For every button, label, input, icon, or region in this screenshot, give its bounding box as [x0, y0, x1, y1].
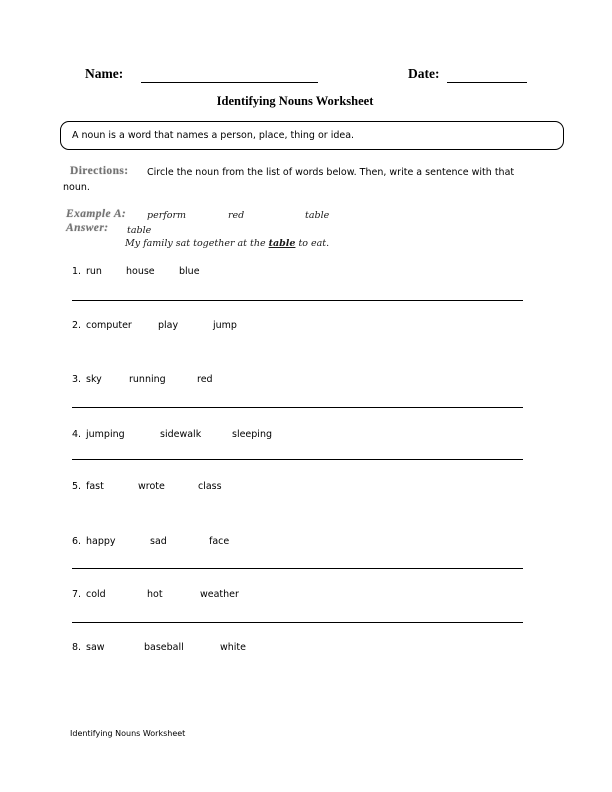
item-word: saw — [86, 642, 105, 653]
item-word: blue — [179, 266, 200, 277]
name-label: Name: — [85, 66, 124, 81]
word-list-item-4 — [72, 429, 532, 443]
item-word: jumping — [86, 429, 125, 440]
word-list-item-2 — [72, 320, 532, 334]
item-word: white — [220, 642, 246, 653]
item-word: play — [158, 320, 179, 331]
item-number: 5. — [72, 481, 82, 492]
date-blank-line — [447, 68, 527, 83]
item-word: computer — [86, 320, 132, 331]
item-word: sky — [86, 374, 102, 385]
answer-blank-line-4 — [72, 459, 523, 460]
name-blank-line — [141, 68, 318, 83]
definition-box — [60, 121, 564, 150]
answer-blank-line-6 — [72, 568, 523, 569]
item-number: 6. — [72, 536, 82, 547]
answer-blank-line-7 — [72, 622, 523, 623]
item-word: house — [126, 266, 155, 277]
item-word: baseball — [144, 642, 184, 653]
word-list-item-3 — [72, 374, 532, 388]
item-word: class — [198, 481, 222, 492]
word-list-item-7 — [72, 589, 532, 603]
example-word-3: table — [305, 210, 330, 221]
item-number: 8. — [72, 642, 82, 653]
answer-sentence — [125, 238, 329, 249]
page-title: Identifying Nouns Worksheet — [216, 94, 374, 108]
item-word: running — [129, 374, 166, 385]
footer-title: Identifying Nouns Worksheet — [70, 729, 186, 738]
item-word: happy — [86, 536, 116, 547]
date-label: Date: — [408, 66, 440, 81]
directions-text-line1: Circle the noun from the list of words below. Then, write a sentence with that — [147, 167, 515, 178]
directions-text-line2: noun. — [63, 182, 90, 193]
item-word: sidewalk — [160, 429, 202, 440]
word-list-item-5 — [72, 481, 532, 495]
example-word-2: red — [228, 210, 245, 221]
answer-sentence-post: to eat. — [295, 238, 330, 249]
item-word: weather — [200, 589, 239, 600]
item-word: hot — [147, 589, 163, 600]
answer-sentence-pre: My family sat together at the — [125, 238, 269, 249]
answer-blank-line-1 — [72, 300, 523, 301]
item-number: 7. — [72, 589, 82, 600]
item-word: jump — [213, 320, 237, 331]
item-word: wrote — [138, 481, 165, 492]
item-number: 3. — [72, 374, 82, 385]
item-number: 2. — [72, 320, 82, 331]
word-list-item-6 — [72, 536, 532, 550]
item-word: sad — [150, 536, 167, 547]
example-word-1: perform — [147, 210, 187, 221]
item-word: red — [197, 374, 213, 385]
answer-word: table — [127, 225, 152, 236]
directions-label: Directions: — [70, 165, 129, 177]
item-word: face — [209, 536, 230, 547]
answer-sentence-underlined-word: table — [268, 238, 296, 249]
item-word: fast — [86, 481, 104, 492]
definition-text: A noun is a word that names a person, place, thing or idea. — [72, 130, 355, 141]
item-word: run — [86, 266, 102, 277]
item-word: sleeping — [232, 429, 272, 440]
answer-blank-line-3 — [72, 407, 523, 408]
word-list-item-8 — [72, 642, 532, 656]
item-word: cold — [86, 589, 106, 600]
item-number: 4. — [72, 429, 82, 440]
answer-label: Answer: — [66, 222, 109, 234]
example-label: Example A: — [66, 208, 127, 220]
item-number: 1. — [72, 266, 82, 277]
word-list-item-1 — [72, 266, 532, 280]
